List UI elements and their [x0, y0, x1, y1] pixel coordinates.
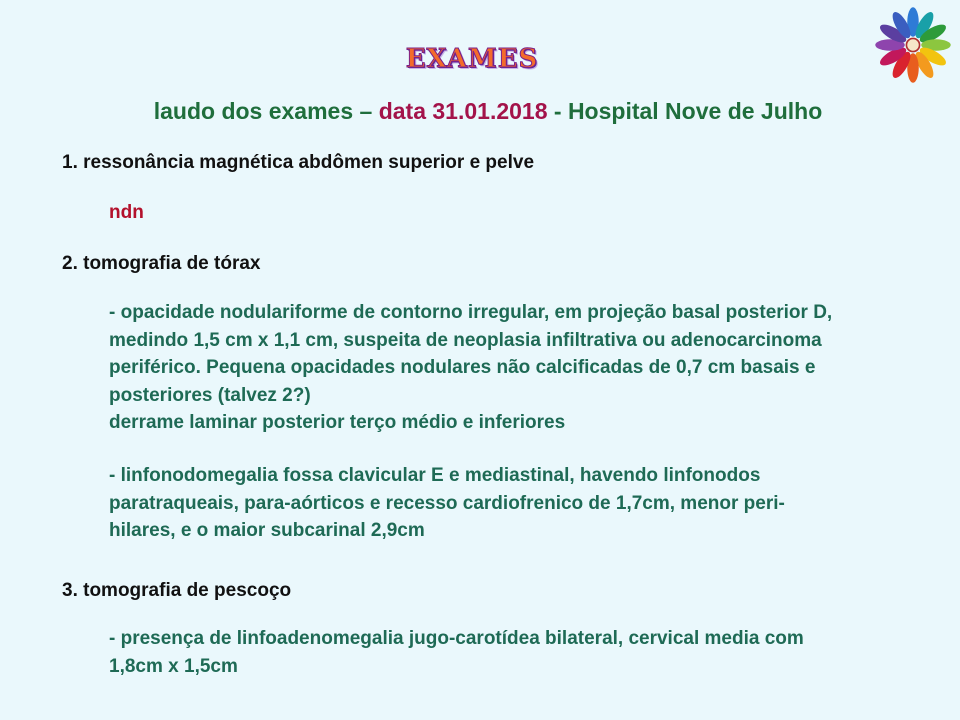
finding-line: - opacidade nodulariforme de contorno irregular, em projeção basal posterior D, — [109, 302, 833, 323]
finding-line: paratraqueais, para-aórticos e recesso cardiofrenico de 1,7cm, menor peri- — [109, 492, 785, 514]
finding-line: 1,8cm x 1,5cm — [109, 655, 238, 677]
section-1-finding — [109, 199, 929, 227]
section-3-finding — [109, 625, 929, 680]
slide-title: EXAMES — [405, 44, 539, 74]
finding-line: medindo 1,5 cm x 1,1 cm, suspeita de neoplasia infiltrativa ou adenocarcinoma — [109, 329, 822, 351]
section-heading-3: 3. tomografia de pescoço — [62, 580, 292, 601]
subtitle-date: data 31.01.2018 — [378, 98, 548, 124]
finding-line: periférico. Pequena opacidades nodulares não calcificadas de 0,7 cm basais e — [109, 357, 816, 378]
finding-line: - linfonodomegalia fossa clavicular E e mediastinal, havendo linfonodos — [109, 465, 761, 486]
finding-line: posteriores (talvez 2?) — [109, 384, 311, 406]
finding-line: - presença de linfoadenomegalia jugo-carotídea bilateral, cervical media com — [109, 628, 804, 649]
finding-line: derrame laminar posterior terço médio e inferiores — [109, 412, 566, 433]
report-subtitle — [0, 98, 960, 125]
section-heading-2: 2. tomografia de tórax — [62, 253, 261, 274]
section-2-finding-2 — [109, 462, 929, 545]
finding-line: hilares, e o maior subcarinal 2,9cm — [109, 520, 425, 541]
section-2-finding-1 — [109, 299, 929, 437]
section-heading-1: 1. ressonância magnética abdômen superior e pelve — [62, 152, 535, 173]
finding-line: ndn — [109, 202, 144, 223]
subtitle-label: laudo dos exames – — [153, 98, 379, 124]
subtitle-hospital: - Hospital Nove de Julho — [547, 98, 823, 124]
